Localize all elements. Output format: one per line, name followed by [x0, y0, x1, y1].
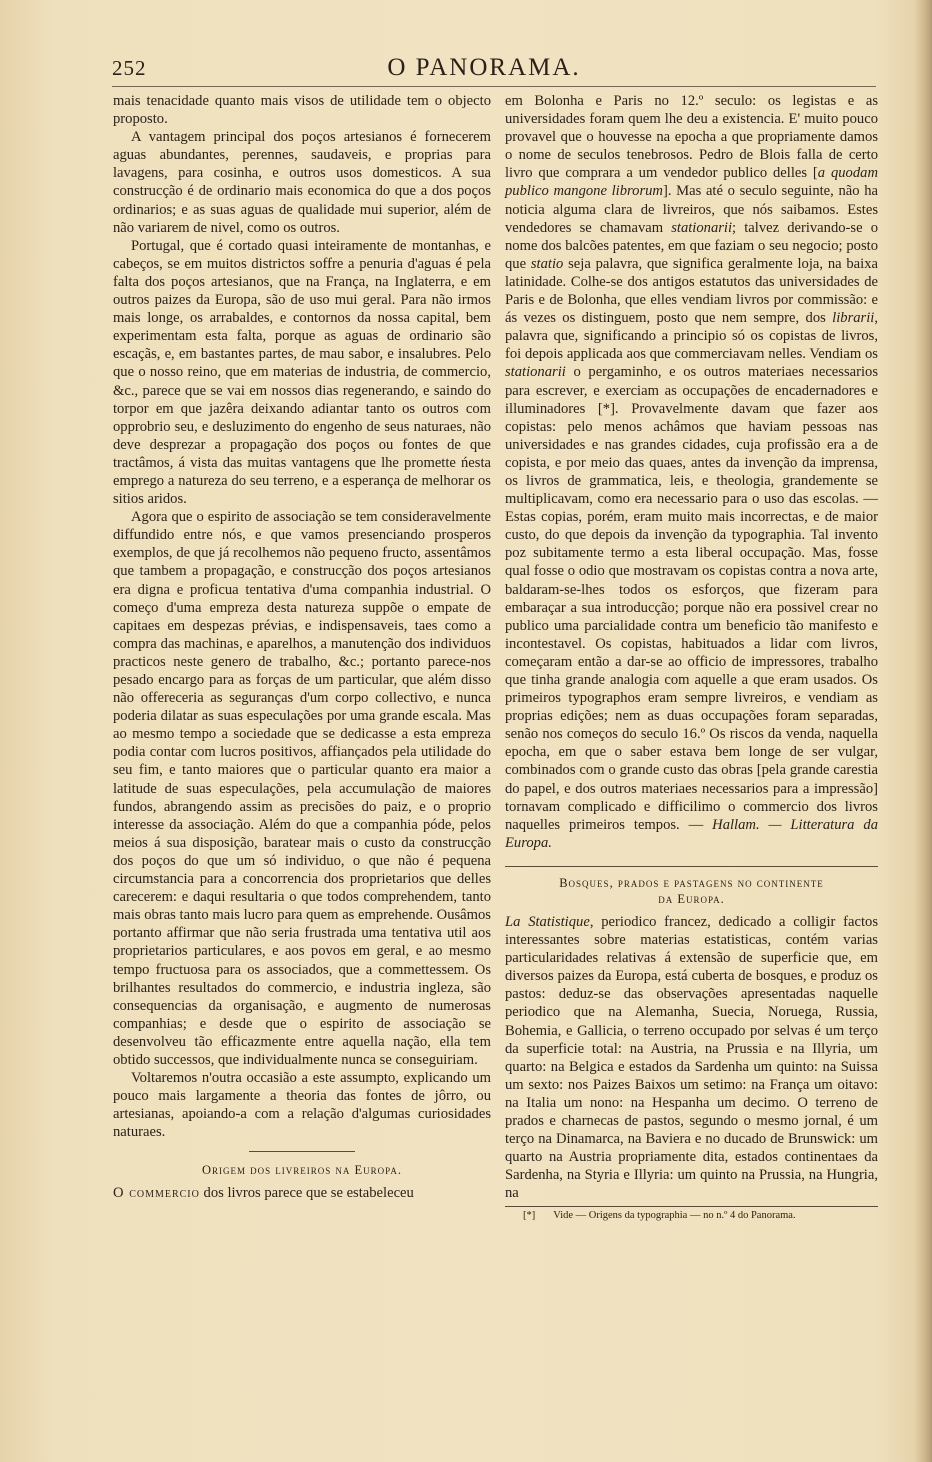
paragraph: A vantagem principal dos poços artesianos é fornecerem aguas abundantes, perennes, saudaveis, e proprias para lavagens, para cosinha, e outros usos domesticos. A sua construcção é de ordinario mais economica do que a dos poços ordinarios; e as suas aguas de qualidade mui superior, além de não variarem de nivel, como os outros. — [113, 129, 491, 236]
italic-run: librarii — [832, 310, 875, 327]
paragraph — [505, 92, 878, 852]
section-title: Origem dos livreiros na Europa. — [202, 1163, 402, 1178]
text-run: ]. Mas até o seculo seguinte, não ha noticia alguma clara de livreiros, que nós saibamos. Estes vendedores se chamavam — [505, 183, 878, 236]
running-title: O PANORAMA. — [387, 54, 581, 81]
text-run: , palavra que, significando a principio só os copistas de livros, foi depois applicada aos que commerciavam nelles. Vendiam os — [505, 310, 878, 363]
section-title — [505, 875, 878, 907]
text-run: ; talvez derivando-se o nome dos balcões patentes, em que faziam o seu negocio; posto que — [505, 219, 878, 272]
italic-run: a quodam publico mangone librorum — [505, 165, 878, 200]
text-run: seja palavra, que significa geralmente loja, na baixa latinidade. Colhe-se dos antigos estatutos das universidades de Paris e de Bolonha, que elles vendiam livros por commissão: e ás vezes os distinguem, posto que nem sempre, dos — [505, 255, 878, 327]
section-lead-paragraph — [113, 1184, 491, 1202]
citation: Hallam. — Litteratura da Europa. — [505, 816, 878, 851]
section-divider — [249, 1151, 355, 1152]
right-column — [505, 92, 878, 1222]
paragraph: Agora que o espirito de associação se tem consideravelmente diffundido entre nós, e que vamos presenciando prosperos exemplos, de que já recolhemos não pequeno fructo, assentâmos que tambem a propagação, e construcção dos poços artesianos era digna e proficua tentativa d'uma companhia industrial. O começo d'uma empreza desta natureza suppõe o empate de capitaes em despezas prévias, e indispensaveis, taes como a compra das machinas, e aparelhos, a manutenção dos individuos practicos neste genero de trabalho, &c.; portanto parece-nos pesado encargo para as forças de um particular, que além disso não offereceria as seguranças d'um corpo collectivo, e nunca poderia dilatar as suas especulações por uma grande escala. Mas ao mesmo tempo a sociedade que se dedicasse a esta empreza podia contar com lucros positivos, affiançados pela utilidade do seu fim, e tanto maiores que o particular quanto era maior a latitude de suas especulações, pela accumulação de maiores fundos, abrangendo assim as precisões do paiz, e o proprio interesse da associação. Além do que a companhia póde, pelos meios á sua disposição, baratear mais o custo da construcção dos poços do que um só individuo, o que não é pequena circumstancia para a concorrencia dos proprietarios que delles carecerem: e daqui resultaria o que todos comprehendem, tanto mais obras tanto mais lucro para quem as emprehende. Ousâmos portanto affirmar que não seria frustrada uma tentativa util aos proprietarios particulares, e aos povos em geral, e ao mesmo tempo fructuosa para os associados, que a commettessem. Os brilhantes resultados do commercio, e industria ingleza, são consequencias da organisação, e augmento de numerosas companhias; e desde que o espirito de associação se desenvolveu tão efficazmente entre aquella nação, ella tem obtido successos, que individualmente nunca se conseguiriam. — [113, 509, 491, 1068]
paragraph — [505, 913, 878, 1203]
header-rule — [112, 86, 876, 87]
page-edge-shadow — [914, 0, 932, 1462]
italic-run: statio — [530, 255, 564, 272]
section-title-line: da Europa. — [658, 891, 725, 906]
text-run: em Bolonha e Paris no 12.º seculo: os legistas e as universidades foram quem lhe deu a existencia. E' muito pouco provavel que o houvesse na epocha a que propriamente damos o nome de seculos tenebrosos. Pedro de Blois falla de certo livro que comprara a um vendedor publico delles [ — [505, 93, 878, 182]
section-title-line: Bosques, prados e pastagens no continente — [559, 875, 824, 890]
paragraph: Portugal, que é cortado quasi inteiramente de montanhas, e cabeços, se em muitos districtos soffre a penuria d'aguas é pela falta dos poços artesianos, que na França, na Inglaterra, e em outros paizes da Europa, são de uso mui geral. Para não irmos mais longe, os arrabaldes, e contornos da nossa capital, bem experimentam esta falta, porque as aguas de ordinario são escaçãs, e, em bastantes partes, de mau sabor, e insalubres. Pelo que o nosso reino, que em materias de industria, de commercio, &c., parece que se vai em nossos dias regenerando, e saindo do torpor em que jazêra deixando adiantar tanto os outros com opprobrio seu, e desluzimento do engenho de seus naturaes, não deve desprezar a propagação dos poços ou fontes de que tractâmos, á vista das muitas vantagens que lhe promette ńesta emprego a natureza do seu terreno, e a esperança de melhorar os sitios aridos. — [113, 237, 491, 508]
footnote-rule — [505, 1206, 878, 1207]
text-run: , periodico francez, dedicado a colligir factos interessantes sobre materias estatisticas, contém varias particularidades relativas á extensão de superficie que, em diversos paizes da Europa, está cuberta de bosques, e produz os pastos: deduz-se das observações apresentadas naquelle periodico que na Alemanha, Suecia, Noruega, Russia, Bohemia, e Gallicia, o terreno occupado por selvas é um terço da superficie total: na Austria, na Prussia e na Illyria, um quarto: na Belgica e estados da Sardenha um quinto: na Suissa um sexto: nos Paizes Baixos um setimo: na França um oitavo: na Italia um nono: na Hespanha um decimo. O terreno de prados e charnecas de pastos, segundo o mesmo jornal, é um terço na Dinamarca, na Baviera e no ducado de Brunswick: um quarto na Austria propriamente dita, estados continentaes da Sardenha, na Styria e Illyria: um quinto na Prussia, na Hungria, na — [505, 913, 879, 1202]
section-divider — [505, 866, 878, 867]
footnote-mark: [*] — [523, 1210, 536, 1222]
left-column — [113, 92, 491, 1203]
italic-run: La Statistique — [505, 913, 590, 930]
text-run: o pergaminho, e os outros materiaes necessarios para escrever, e exerciam as occupações de encadernadores e illuminadores [*]. Provavelmente davam que fazer aos copistas: pelo menos achâmos que haviam pessoas nas universidades e nas grandes cidades, cuja profissão era a de copista, e por meio das quaes, antes da invenção da imprensa, os livros de grammatica, leis, e theologia, grandemente se multiplicavam, como era necessario para o uso das escolas. — Estas copias, porém, eram muito mais incorrectas, e de maior custo, do que depois da invenção da typographia. Tal invento poz subitamente termo a esta liberal occupação. Mas, fosse qual fosse o odio que mostravam os copistas contra a nova arte, baldaram-se-lhes todos os esforços, que fizeram para embaraçar a sua introducção; porque não era possivel crear no publico uma parcialidade contra um beneficio tão manifesto e incontestavel. Os copistas, habituados a lidar com livros, começaram então a dar-se ao officio de impressores, trabalho que tinha grande analogia com aquelle a que eram usados. Os primeiros typographos eram sempre livreiros, e vendiam as proprias edições; nem as duas occupações foram separadas, senão nos começos do seculo 16.º Os riscos da venda, naquella epocha, em que o saber estava bem longe de ser vulgar, combinados com o grande custo das obras [pela grande carestia do papel, e dos outros materiaes necessarios para a impressão] tornavam complicado e difficilimo o commercio dos livros naquelles primeiros tempos. — — [505, 364, 878, 833]
footnote-text: Vide — Origens da typographia — no n.º 4 do Panorama. — [553, 1210, 796, 1222]
paragraph: Voltaremos n'outra occasião a este assumpto, explicando um pouco mais largamente a theoria das fontes de jôrro, ou artesianas, apoiando-a com a relação d'algumas curiosidades naturaes. — [113, 1070, 491, 1141]
page-number: 252 — [112, 56, 147, 80]
lead-word: O commercio — [113, 1185, 200, 1202]
paragraph: mais tenacidade quanto mais visos de utilidade tem o objecto proposto. — [113, 93, 491, 128]
italic-run: stationarii — [671, 219, 733, 236]
footnote — [505, 1209, 878, 1222]
italic-run: stationarii — [505, 364, 566, 381]
page-header — [112, 54, 856, 84]
lead-text: dos livros parece que se estabeleceu — [199, 1185, 414, 1202]
